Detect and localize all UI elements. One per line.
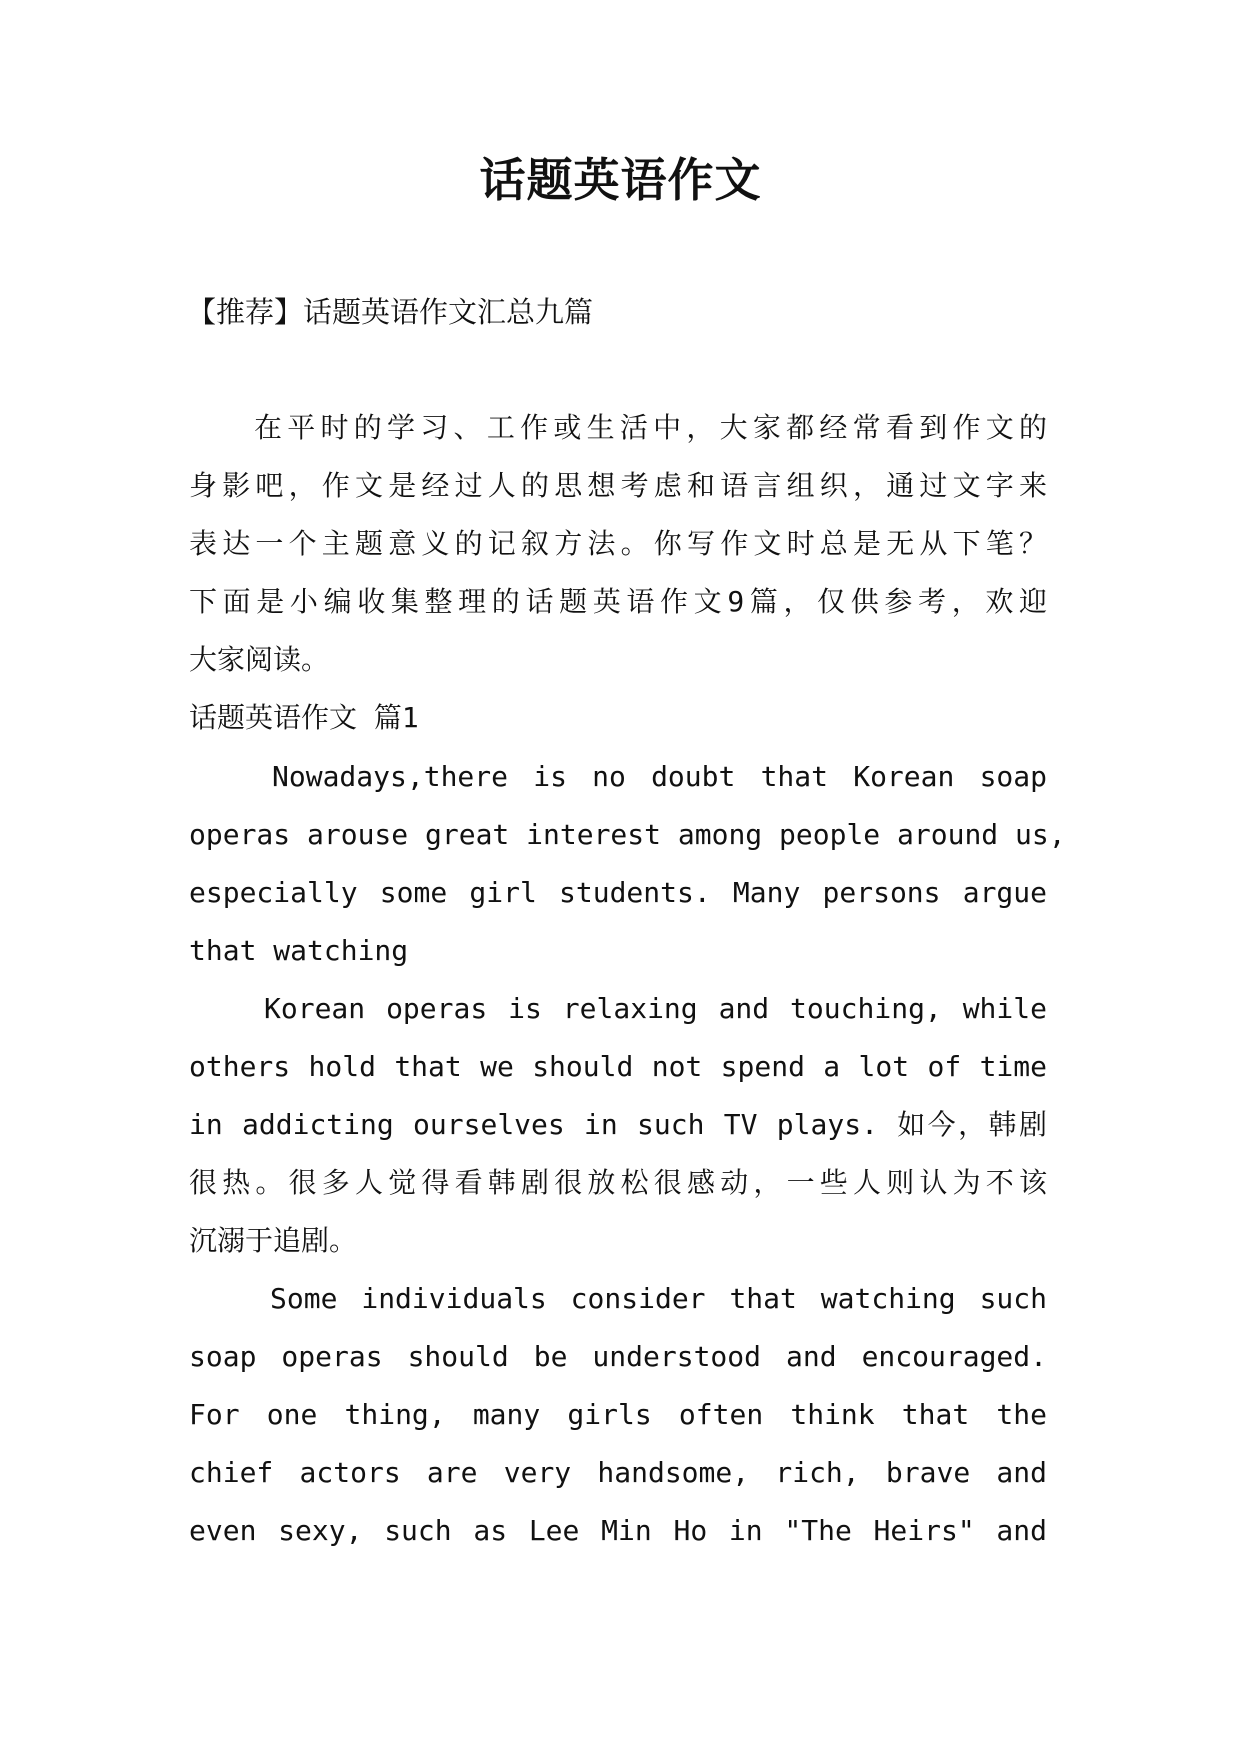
paragraph-line: 在平时的学习、工作或生活中，大家都经常看到作文的 bbox=[254, 411, 1047, 444]
paragraph-line: 身影吧，作文是经过人的思想考虑和语言组织，通过文字来 bbox=[189, 469, 1047, 502]
paragraph-line: 沉溺于追剧。 bbox=[189, 1224, 358, 1257]
document-title: 话题英语作文 bbox=[479, 153, 762, 207]
paragraph-line: Some individuals consider that watching such bbox=[270, 1282, 1047, 1315]
paragraph-line: especially some girl students. Many persons argue bbox=[189, 876, 1047, 909]
paragraph-line: 很热。很多人觉得看韩剧很放松很感动，一些人则认为不该 bbox=[189, 1166, 1047, 1199]
paragraph-line: Korean operas is relaxing and touching, while bbox=[264, 992, 1047, 1025]
paragraph-line: 表达一个主题意义的记叙方法。你写作文时总是无从下笔？ bbox=[189, 527, 1047, 560]
paragraph-line: 下面是小编收集整理的话题英语作文9篇，仅供参考，欢迎 bbox=[189, 585, 1047, 618]
paragraph-line: Nowadays,there is no doubt that Korean soap bbox=[272, 760, 1047, 793]
paragraph-line: soap operas should be understood and encouraged. bbox=[189, 1340, 1047, 1373]
paragraph-line: operas arouse great interest among people around us, bbox=[189, 818, 1066, 851]
paragraph-line: For one thing, many girls often think that the bbox=[189, 1398, 1047, 1431]
paragraph-line: in addicting ourselves in such TV plays. 如今，韩剧 bbox=[189, 1108, 1047, 1141]
section-heading: 话题英语作文 篇1 bbox=[189, 701, 419, 734]
paragraph-line: that watching bbox=[189, 934, 409, 967]
paragraph-line: 大家阅读。 bbox=[189, 643, 330, 676]
paragraph-line: even sexy, such as Lee Min Ho in "The Heirs" and bbox=[189, 1514, 1047, 1547]
paragraph-line: chief actors are very handsome, rich, brave and bbox=[189, 1456, 1047, 1489]
paragraph-line: others hold that we should not spend a lot of time bbox=[189, 1050, 1047, 1083]
document-subtitle: 【推荐】话题英语作文汇总九篇 bbox=[187, 295, 594, 329]
